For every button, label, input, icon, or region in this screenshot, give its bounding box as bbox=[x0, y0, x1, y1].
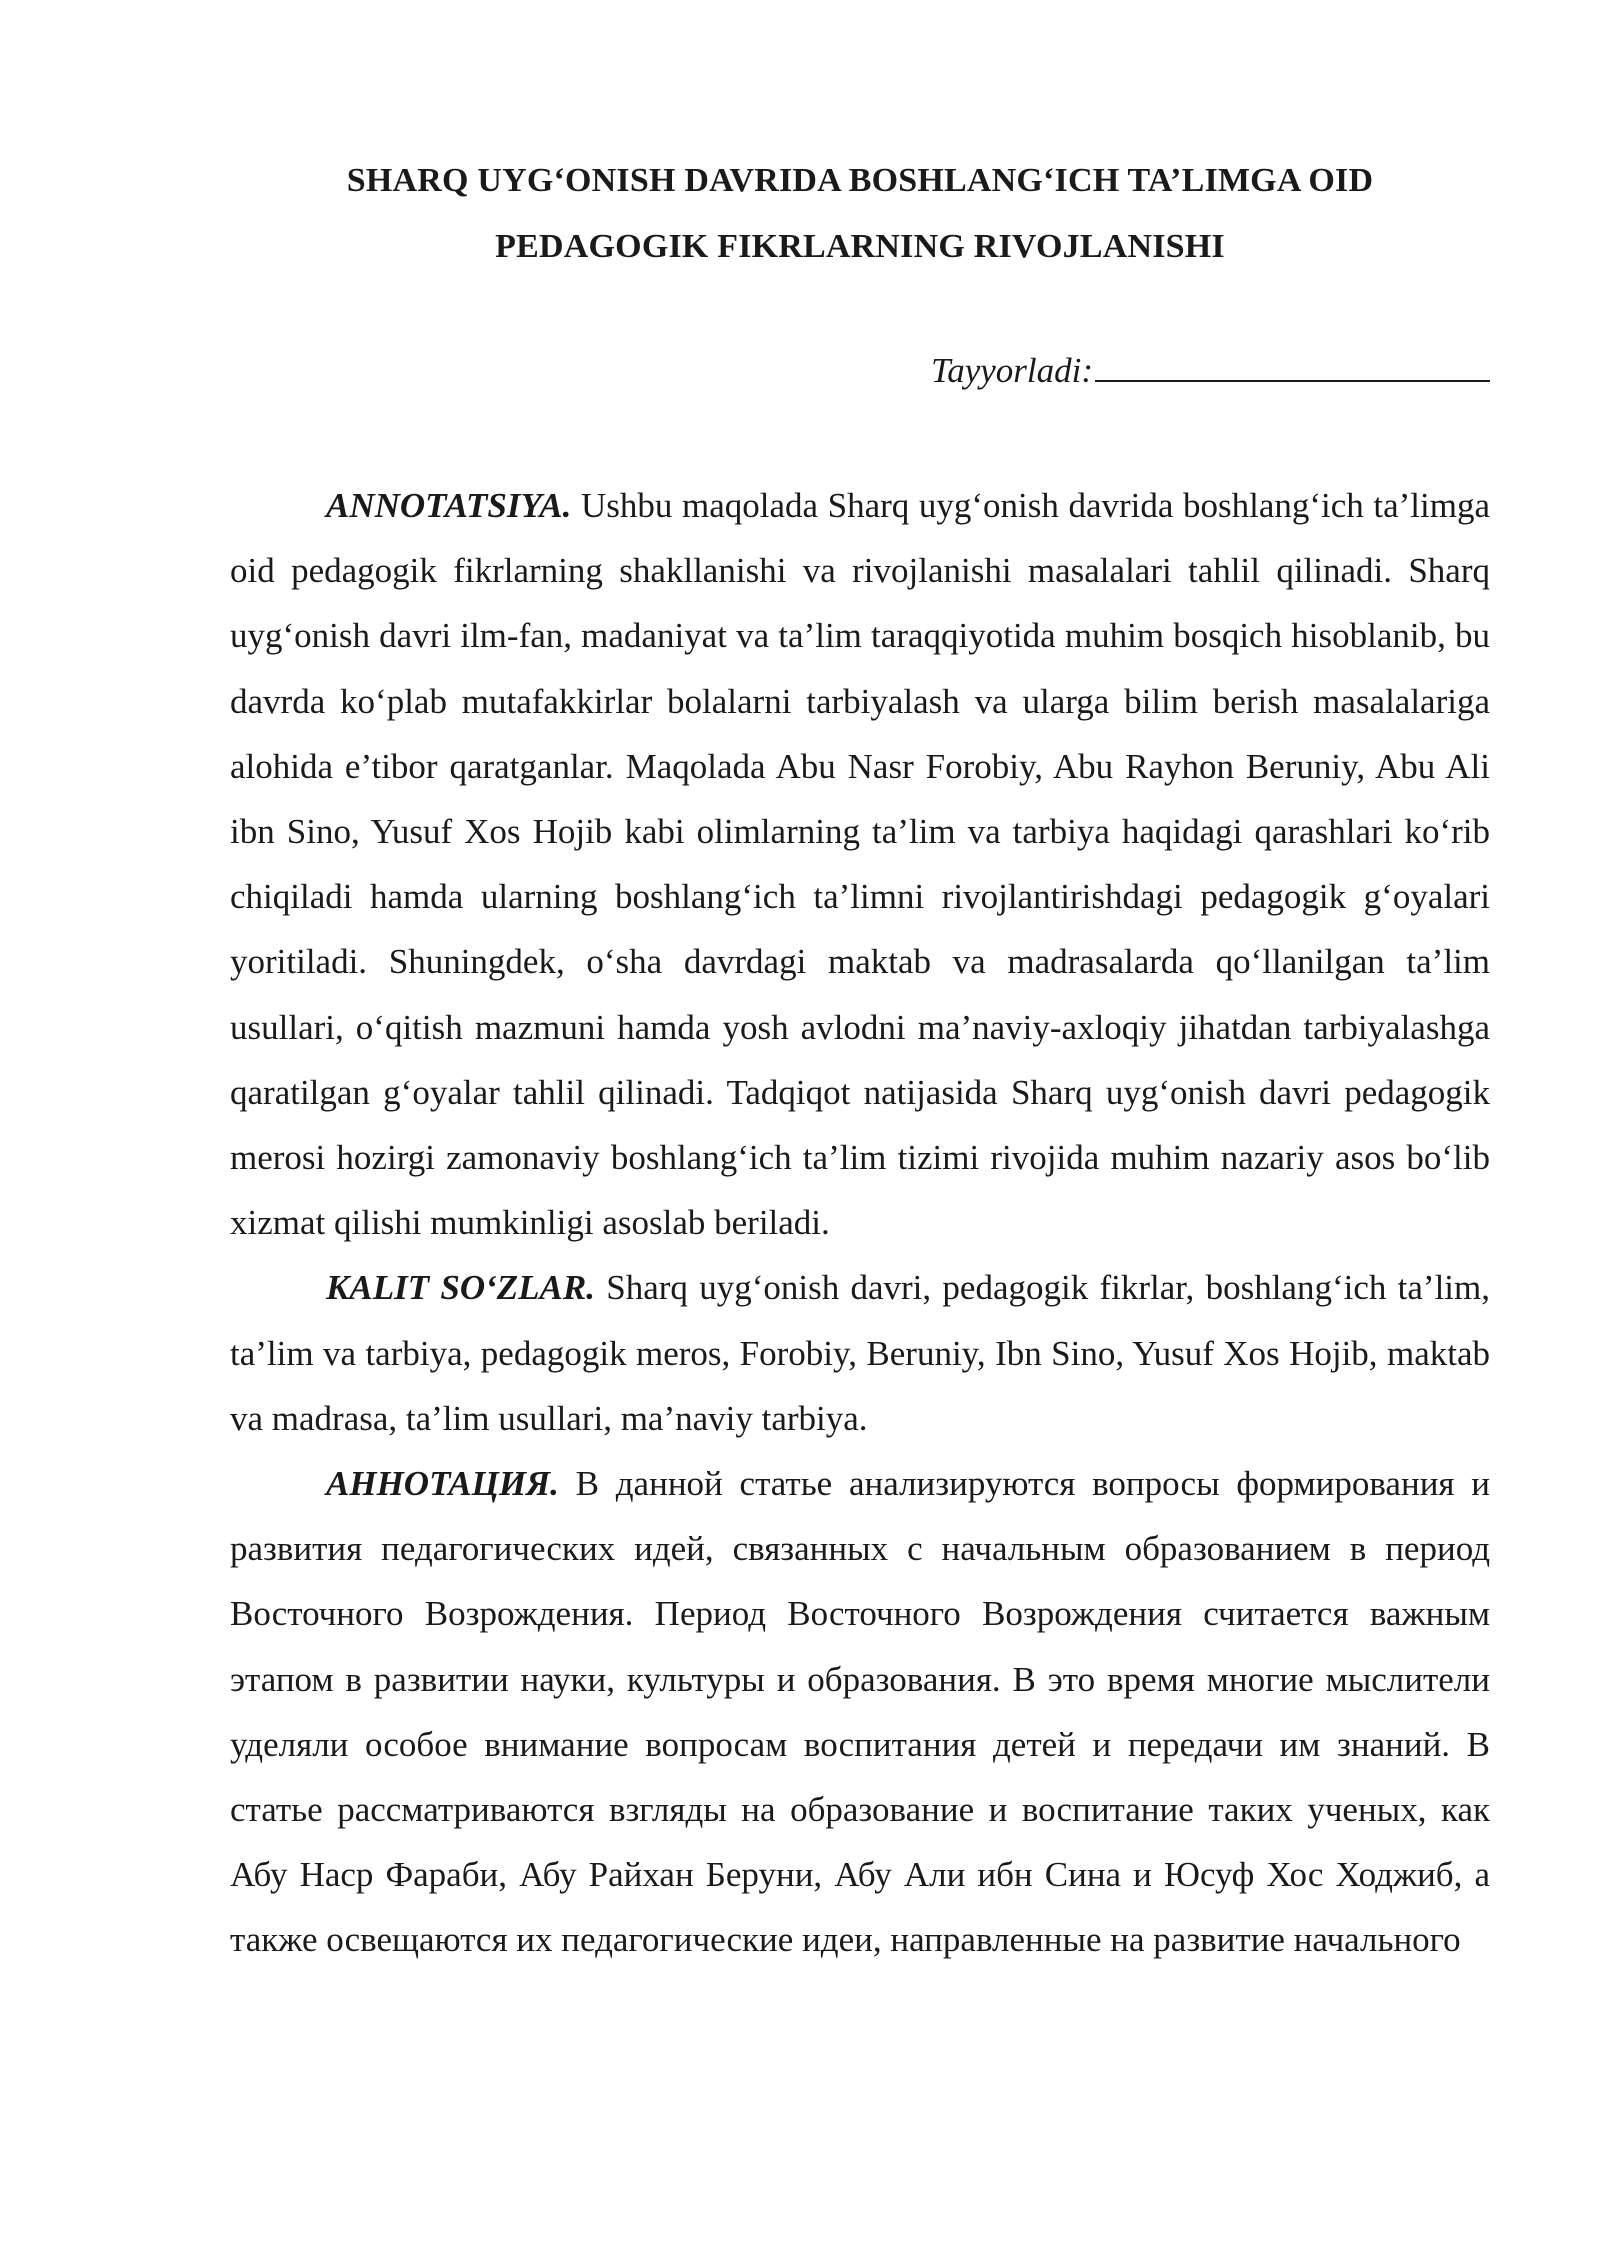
annotation-ru-text: В данной статье анализируются вопросы формирования и развития педагогических идей, связанных с начальным образованием в период Восточного Возрождения. Период Восточного Возрождения считается важным этапом в развитии науки, культуры и образования. В это время многие мыслители уделяли особое внимание вопросам воспитания детей и передачи им знаний. В статье рассматриваются взгляды на образование и воспитание таких ученых, как Абу Наср Фараби, Абу Райхан Беруни, Абу Али ибн Сина и Юсуф Хос Ходжиб, а также освещаются их педагогические идеи, направленные на развитие начального bbox=[230, 1464, 1490, 1960]
article-title bbox=[230, 148, 1490, 280]
keywords-uz-text: Sharq uyg‘onish davri, pedagogik fikrlar, boshlang‘ich ta’lim, ta’lim va tarbiya, pedagogik meros, Forobiy, Beruniy, Ibn Sino, Yusuf Xos Hojib, maktab va madrasa, ta’lim usullari, ma’naviy tarbiya. bbox=[230, 1268, 1491, 1438]
keywords-uz-label: KALIT SO‘ZLAR. bbox=[326, 1268, 595, 1308]
keywords-uz-paragraph bbox=[230, 1255, 1490, 1451]
article-body bbox=[230, 473, 1490, 1973]
author-label: Tayyorladi: bbox=[930, 351, 1093, 390]
annotation-ru-label: АННОТАЦИЯ. bbox=[326, 1464, 559, 1504]
author-line bbox=[931, 346, 1490, 396]
annotation-uz-label: ANNOTATSIYA. bbox=[326, 486, 572, 525]
annotation-uz-text: Ushbu maqolada Sharq uyg‘onish davrida boshlang‘ich ta’limga oid pedagogik fikrlarning shakllanishi va rivojlanishi masalalari tahlil qilinadi. Sharq uyg‘onish davri ilm-fan, madaniyat va ta’lim taraqqiyotida muhim bosqich hisoblanib, bu davrda ko‘plab mutafakkirlar bolalarni tarbiyalash va ularga bilim berish masalalariga alohida e’tibor qaratganlar. Maqolada Abu Nasr Forobiy, Abu Rayhon Beruniy, Abu Ali ibn Sino, Yusuf Xos Hojib kabi olimlarning ta’lim va tarbiya haqidagi qarashlari ko‘rib chiqiladi hamda ularning boshlang‘ich ta’limni rivojlantirishdagi pedagogik g‘oyalari yoritiladi. Shuningdek, o‘sha davrdagi maktab va madrasalarda qo‘llanilgan ta’lim usullari, o‘qitish mazmuni hamda yosh avlodni ma’naviy-axloqiy jihatdan tarbiyalashga qaratilgan g‘oyalar tahlil qilinadi. Tadqiqot natijasida Sharq uyg‘onish davri pedagogik merosi hozirgi zamonaviy boshlang‘ich ta’lim tizimi rivojida muhim nazariy asos bo‘lib xizmat qilishi mumkinligi asoslab beriladi. bbox=[230, 486, 1491, 1243]
author-blank-underline bbox=[1095, 346, 1490, 382]
annotation-ru-paragraph bbox=[230, 1451, 1490, 1973]
article-title-line-2: PEDAGOGIK FIKRLARNING RIVOJLANISHI bbox=[495, 228, 1225, 265]
article-title-line-1: SHARQ UYG‘ONISH DAVRIDA BOSHLANG‘ICH TA’LIMGA OID bbox=[346, 162, 1374, 199]
annotation-uz-paragraph bbox=[230, 473, 1490, 1255]
